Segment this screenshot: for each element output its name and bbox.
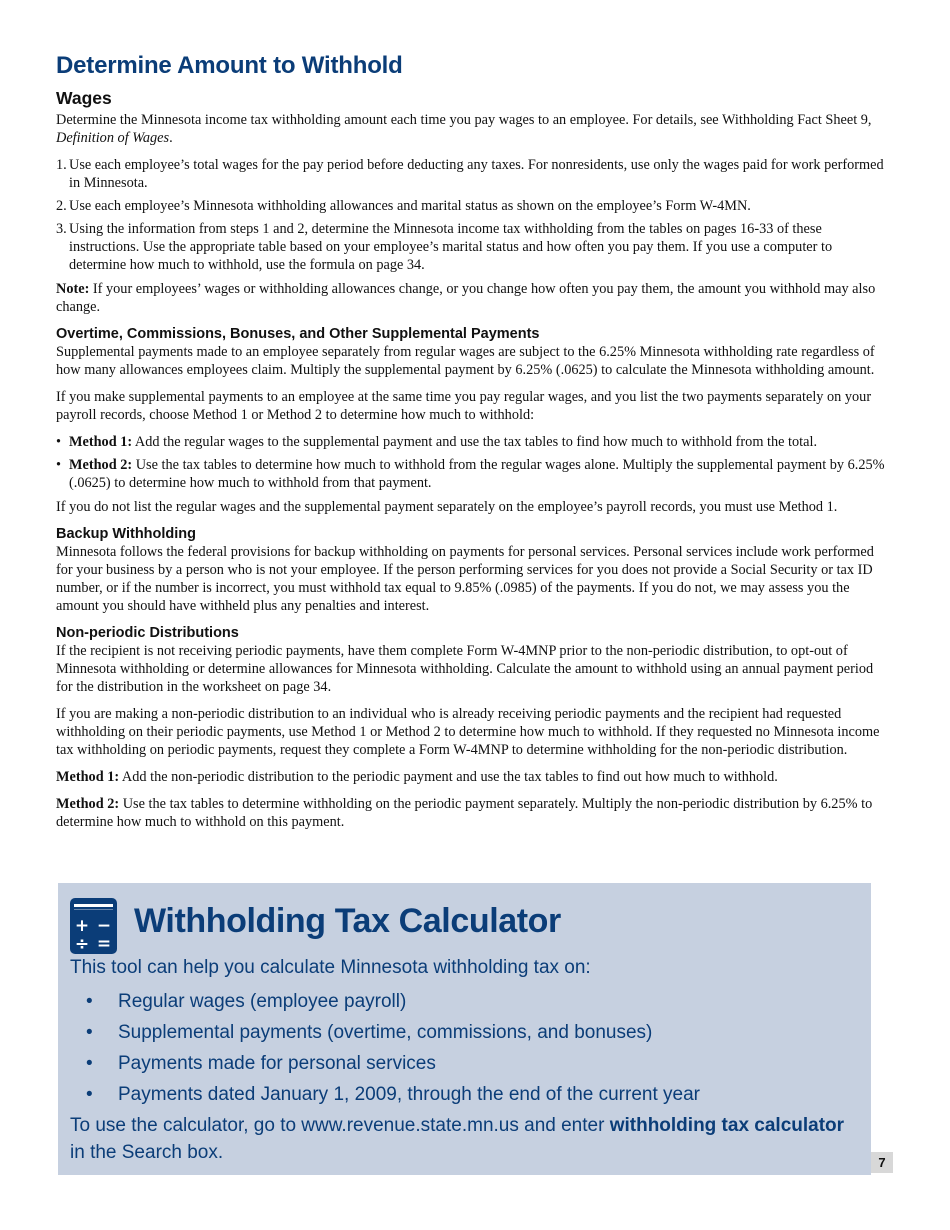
- nonperiodic-method-1: Method 1: Add the non-periodic distribution to the periodic payment and use the tax tables to find out how much to withhold.: [56, 769, 778, 785]
- calculator-list-item: • Payments dated January 1, 2009, through the end of the current year: [86, 1084, 700, 1105]
- nonperiodic-heading: Non-periodic Distributions: [56, 625, 239, 641]
- wages-intro-italic: Definition of Wages: [56, 130, 170, 146]
- supplemental-p3: If you do not list the regular wages and the supplemental payment separately on the employee’s payroll records, you must use Method 1.: [56, 499, 838, 515]
- supplemental-methods: [56, 433, 890, 492]
- calculator-footer: To use the calculator, go to www.revenue.state.mn.us and enter withholding tax calculator in the Search box.: [70, 1115, 845, 1163]
- calculator-callout: [58, 883, 871, 1175]
- wages-steps: [56, 156, 890, 274]
- calculator-list-item: • Supplemental payments (overtime, commissions, and bonuses): [86, 1022, 653, 1043]
- supplemental-method: • Method 1: Add the regular wages to the supplemental payment and use the tax tables to find how much to withhold from the total.: [56, 434, 818, 450]
- nonperiodic-p2: If you are making a non-periodic distribution to an individual who is already receiving periodic payments and the recipient had requested withholding on their periodic payments, use Method 1 or Method 2 to determine how much to withhold. If they requested no Minnesota income tax withholding on periodic payments, request they complete a Form W-4MNP to determine withholding for the non-periodic distribution.: [56, 706, 880, 758]
- wages-step: 3. Using the information from steps 1 and 2, determine the Minnesota income tax withholding from the tables on pages 16-33 of these instructions. Use the appropriate table based on your employee’s marital status and how often you pay them. If you use a computer to determine how much to withhold, use the formula on page 34.: [56, 221, 833, 273]
- calculator-intro: This tool can help you calculate Minnesota withholding tax on:: [70, 957, 591, 978]
- wages-step: 1. Use each employee’s total wages for the pay period before deducting any taxes. For nonresidents, use only the wages paid for work performed in Minnesota.: [56, 157, 884, 191]
- nonperiodic-p1: If the recipient is not receiving periodic payments, have them complete Form W-4MNP prior to the non-periodic distribution, to opt-out of Minnesota withholding or determine allowances for Minnesota withholding. Calculate the amount to withhold using an annual payment period for the distribution in the worksheet on page 34.: [56, 643, 874, 695]
- nonperiodic-method-2: Method 2: Use the tax tables to determine withholding on the periodic payment separately. Multiply the non-periodic distribution by 6.25% to determine how much to withhold on this payment.: [56, 796, 873, 830]
- supplemental-heading: Overtime, Commissions, Bonuses, and Other Supplemental Payments: [56, 326, 540, 342]
- supplemental-p2: If you make supplemental payments to an employee at the same time you pay regular wages, and you list the two payments separately on your payroll records, choose Method 1 or Method 2 to determine how much to withhold:: [56, 389, 872, 423]
- calculator-list: [70, 986, 700, 1110]
- calculator-title: Withholding Tax Calculator: [134, 902, 561, 940]
- svg-text:+: +: [74, 916, 90, 936]
- calculator-list-item: • Payments made for personal services: [86, 1053, 436, 1074]
- supplemental-method: • Method 2: Use the tax tables to determine how much to withhold from the regular wages alone. Multiply the supplemental payment by 6.25% (.0625) to determine how much to withhold from that payment.: [56, 457, 885, 491]
- calculator-search-term: withholding tax calculator: [609, 1115, 845, 1136]
- supplemental-p1: Supplemental payments made to an employee separately from regular wages are subject to the 6.25% Minnesota withholding rate regardless of how many allowances employees claim. Multiply the supplemental payment by 6.25% (.0625) to calculate the Minnesota withholding amount.: [56, 344, 875, 378]
- svg-text:=: =: [96, 934, 112, 954]
- document-page: [56, 52, 890, 840]
- svg-text:÷: ÷: [74, 934, 90, 954]
- backup-p1: Minnesota follows the federal provisions for backup withholding on payments for personal services. Personal services include work performed for your business by a person who is not your employee. If the person performing services for you does not provide a Social Security or tax ID number, or if the number is incorrect, you must withhold tax equal to 9.85% (.0985) of the payments. If you do not, we may assess you the amount you should have withheld plus any penalties and interest.: [56, 544, 874, 614]
- backup-heading: Backup Withholding: [56, 526, 197, 542]
- calculator-list-item: • Regular wages (employee payroll): [86, 991, 407, 1012]
- svg-text:−: −: [96, 916, 112, 936]
- page-title: Determine Amount to Withhold: [56, 52, 403, 79]
- calculator-icon: [70, 898, 117, 954]
- wages-note: Note: If your employees’ wages or withholding allowances change, or you change how often you pay them, the amount you withhold may also change.: [56, 281, 876, 315]
- wages-heading: Wages: [56, 88, 112, 108]
- wages-step: 2. Use each employee’s Minnesota withholding allowances and marital status as shown on the employee’s Form W-4MN.: [56, 198, 751, 214]
- wages-intro: Determine the Minnesota income tax withholding amount each time you pay wages to an employee. For details, see Withholding Fact Sheet 9, Definition of Wages.: [56, 112, 872, 146]
- page-number: 7: [871, 1152, 893, 1173]
